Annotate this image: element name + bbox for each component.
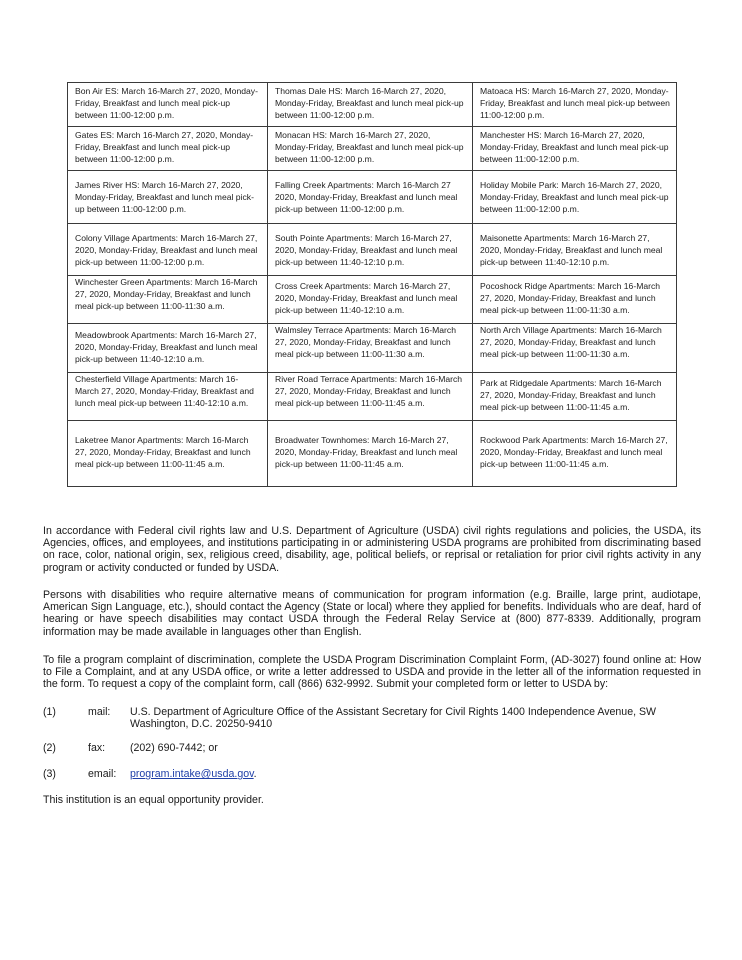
list-label: mail: bbox=[88, 706, 111, 718]
table-row bbox=[68, 421, 677, 487]
table-cell: Maisonette Apartments: March 16-March 27, 2020, Monday-Friday, Breakfast and lunch meal pick-up between 11:40-12:10 p.m. bbox=[473, 224, 677, 276]
list-number: (1) bbox=[43, 706, 56, 718]
table-row bbox=[68, 171, 677, 224]
table-cell: Manchester HS: March 16-March 27, 2020, Monday-Friday, Breakfast and lunch meal pick-up between 11:00-12:00 p.m. bbox=[473, 127, 677, 171]
table-cell: Rockwood Park Apartments: March 16-March 27, 2020, Monday-Friday, Breakfast and lunch meal pick-up between 11:00-11:45 a.m. bbox=[473, 421, 677, 487]
equal-opportunity-statement: This institution is an equal opportunity provider. bbox=[43, 794, 264, 806]
table-cell: Gates ES: March 16-March 27, 2020, Monday-Friday, Breakfast and lunch meal pick-up between 11:00-12:00 p.m. bbox=[68, 127, 268, 171]
complaint-instructions-paragraph: To file a program complaint of discrimination, complete the USDA Program Discrimination Complaint Form, (AD-3027) found online at: How to File a Complaint, and at any USDA office, or write a letter addressed to USDA and provide in the letter all of the information requested in the form. To request a copy of the complaint form, call (866) 632-9992. Submit your completed form or letter to USDA by: bbox=[43, 654, 701, 691]
submission-method-fax bbox=[43, 742, 703, 756]
table-cell: River Road Terrace Apartments: March 16-March 27, 2020, Monday-Friday, Breakfast and lunch meal pick-up between 11:00-11:45 a.m. bbox=[268, 373, 473, 421]
table-cell: Walmsley Terrace Apartments: March 16-March 27, 2020, Monday-Friday, Breakfast and lunch meal pick-up between 11:00-11:30 a.m. bbox=[268, 324, 473, 373]
table-cell: Falling Creek Apartments: March 16-March 27 2020, Monday-Friday, Breakfast and lunch meal pick-up between 11:00-12:00 p.m. bbox=[268, 171, 473, 224]
list-number: (3) bbox=[43, 768, 56, 780]
table-cell: Winchester Green Apartments: March 16-March 27, 2020, Monday-Friday, Breakfast and lunch meal pick-up between 11:00-11:30 a.m. bbox=[68, 276, 268, 324]
submission-method-email bbox=[43, 768, 703, 782]
table-cell: Chesterfield Village Apartments: March 16-March 27, 2020, Monday-Friday, Breakfast and lunch meal pick-up between 11:40-12:10 a.m. bbox=[68, 373, 268, 421]
list-label: fax: bbox=[88, 742, 106, 754]
table-cell: Cross Creek Apartments: March 16-March 27, 2020, Monday-Friday, Breakfast and lunch meal pick-up between 11:40-12:10 a.m. bbox=[268, 276, 473, 324]
table-cell: James River HS: March 16-March 27, 2020, Monday-Friday, Breakfast and lunch meal pick-up between 11:00-12:00 p.m. bbox=[68, 171, 268, 224]
civil-rights-paragraph: In accordance with Federal civil rights law and U.S. Department of Agriculture (USDA) civil rights regulations and policies, the USDA, its Agencies, offices, and employees, and institutions participating in or administering USDA programs are prohibited from discriminating based on race, color, national origin, sex, religious creed, disability, age, political beliefs, or reprisal or retaliation for prior civil rights activity in any program or activity conducted or funded by USDA. bbox=[43, 525, 701, 574]
table-cell: Bon Air ES: March 16-March 27, 2020, Monday-Friday, Breakfast and lunch meal pick-up between 11:00-12:00 p.m. bbox=[68, 83, 268, 127]
email-value bbox=[130, 768, 700, 780]
table-row bbox=[68, 224, 677, 276]
table-row bbox=[68, 324, 677, 373]
table-cell: Park at Ridgedale Apartments: March 16-March 27, 2020, Monday-Friday, Breakfast and lunch meal pick-up between 11:00-11:45 a.m. bbox=[473, 373, 677, 421]
table-cell: Thomas Dale HS: March 16-March 27, 2020, Monday-Friday, Breakfast and lunch meal pick-up between 11:00-12:00 p.m. bbox=[268, 83, 473, 127]
table-row bbox=[68, 127, 677, 171]
meal-schedule-table bbox=[67, 82, 677, 487]
table-row bbox=[68, 373, 677, 421]
disability-communication-paragraph: Persons with disabilities who require alternative means of communication for program information (e.g. Braille, large print, audiotape, American Sign Language, etc.), should contact the Agency (State or local) where they applied for benefits. Individuals who are deaf, hard of hearing or have speech disabilities may contact USDA through the Federal Relay Service at (800) 877-8339. Additionally, program information may be made available in languages other than English. bbox=[43, 589, 701, 638]
email-link[interactable]: program.intake@usda.gov bbox=[130, 768, 254, 780]
email-suffix: . bbox=[253, 768, 257, 780]
list-label: email: bbox=[88, 768, 117, 780]
table-cell: Laketree Manor Apartments: March 16-March 27, 2020, Monday-Friday, Breakfast and lunch meal pick-up between 11:00-11:45 a.m. bbox=[68, 421, 268, 487]
list-number: (2) bbox=[43, 742, 56, 754]
table-cell: Holiday Mobile Park: March 16-March 27, 2020, Monday-Friday, Breakfast and lunch meal pick-up between 11:00-12:00 p.m. bbox=[473, 171, 677, 224]
table-cell: Monacan HS: March 16-March 27, 2020, Monday-Friday, Breakfast and lunch meal pick-up between 11:00-12:00 p.m. bbox=[268, 127, 473, 171]
table-row bbox=[68, 276, 677, 324]
table-cell: North Arch Village Apartments: March 16-March 27, 2020, Monday-Friday, Breakfast and lunch meal pick-up between 11:00-11:30 a.m. bbox=[473, 324, 677, 373]
table-cell: Broadwater Townhomes: March 16-March 27, 2020, Monday-Friday, Breakfast and lunch meal pick-up between 11:00-11:45 a.m. bbox=[268, 421, 473, 487]
table-cell: Pocoshock Ridge Apartments: March 16-March 27, 2020, Monday-Friday, Breakfast and lunch meal pick-up between 11:00-11:30 a.m. bbox=[473, 276, 677, 324]
submission-method-mail bbox=[43, 706, 703, 732]
table-row bbox=[68, 83, 677, 127]
table-cell: South Pointe Apartments: March 16-March 27, 2020, Monday-Friday, Breakfast and lunch meal pick-up between 11:40-12:10 p.m. bbox=[268, 224, 473, 276]
mail-address: U.S. Department of Agriculture Office of the Assistant Secretary for Civil Rights 1400 Independence Avenue, SW Washington, D.C. 20250-9410 bbox=[130, 706, 657, 731]
table-cell: Matoaca HS: March 16-March 27, 2020, Monday-Friday, Breakfast and lunch meal pick-up between 11:00-12:00 p.m. bbox=[473, 83, 677, 127]
fax-number: (202) 690-7442; or bbox=[130, 742, 218, 754]
table-cell: Meadowbrook Apartments: March 16-March 27, 2020, Monday-Friday, Breakfast and lunch meal pick-up between 11:40-12:10 a.m. bbox=[68, 324, 268, 373]
table-cell: Colony Village Apartments: March 16-March 27, 2020, Monday-Friday, Breakfast and lunch meal pick-up between 11:00-12:00 p.m. bbox=[68, 224, 268, 276]
